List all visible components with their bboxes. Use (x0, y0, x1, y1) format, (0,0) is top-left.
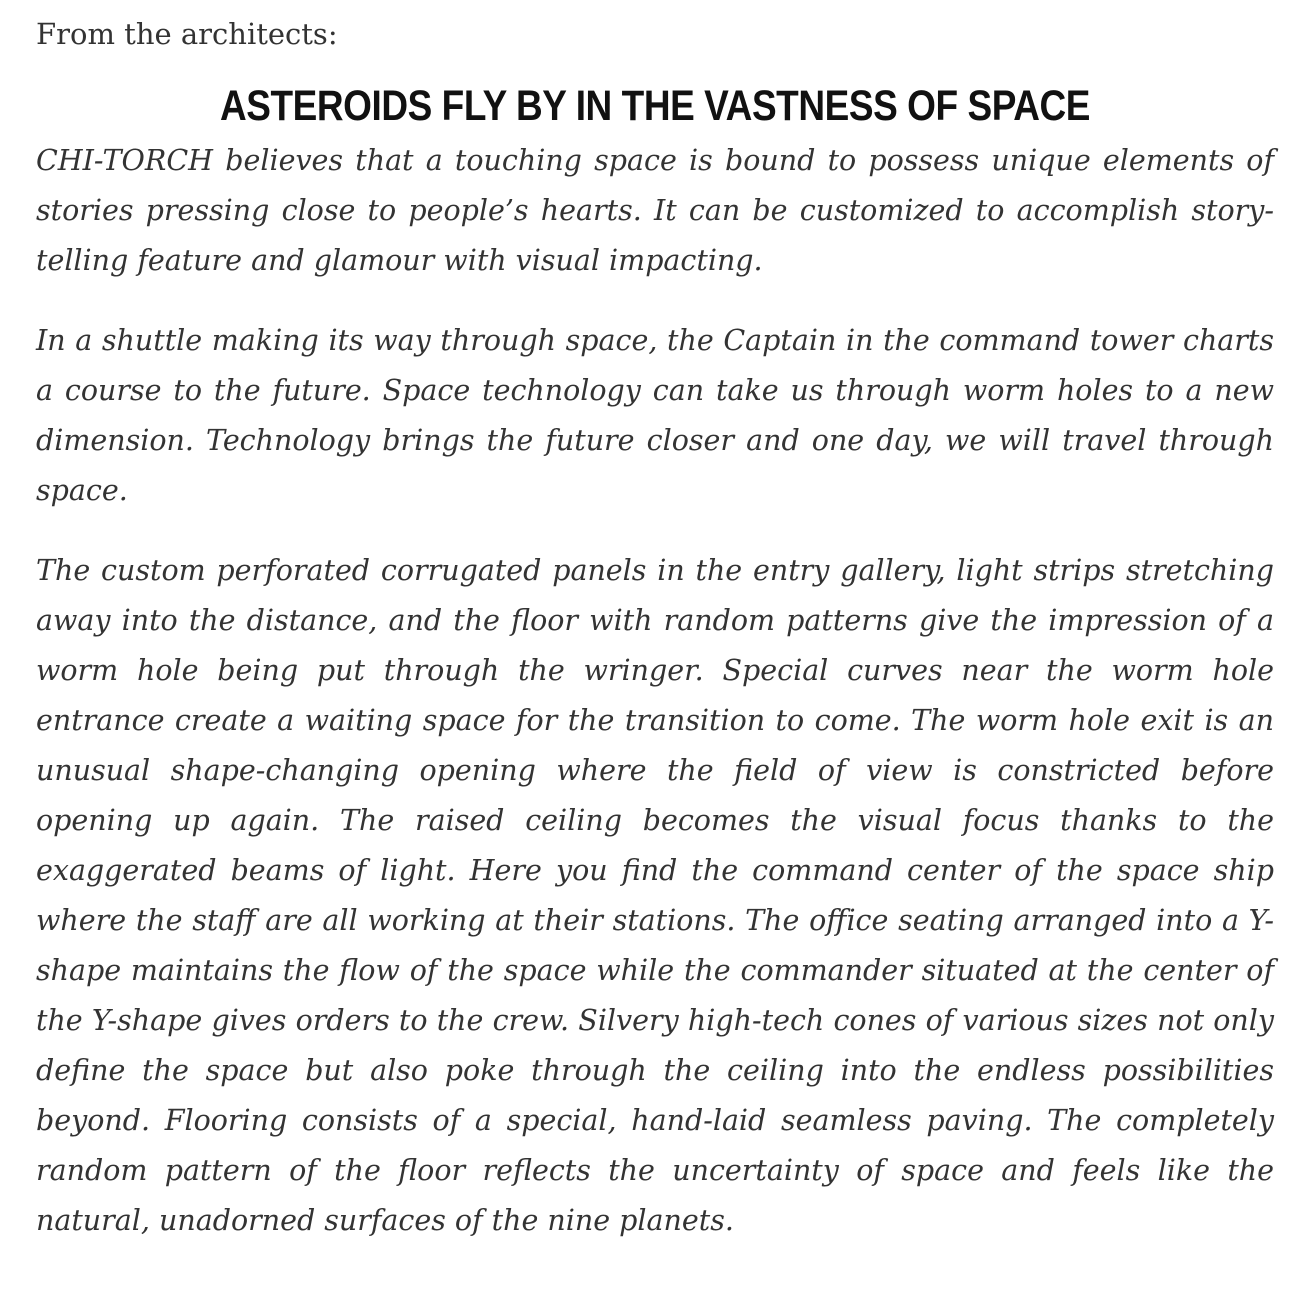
paragraph-2: In a shuttle making its way through space, the Captain in the command tower charts a course to the future. Space technology can take us through worm holes to a new dimension. Technology brings the future closer and one day, we will travel through space. (36, 324, 1274, 507)
paragraph-1: CHI-TORCH believes that a touching space is bound to possess unique elements of stories pressing close to people’s hearts. It can be customized to accomplish story-telling feature and glamour with visual impacting. (36, 144, 1274, 277)
article (36, 0, 1274, 1246)
intro-text: From the architects: (36, 17, 338, 51)
paragraph-3: The custom perforated corrugated panels in the entry gallery, light strips stretching away into the distance, and the floor with random patterns give the impression of a worm hole being put through the wringer. Special curves near the worm hole entrance create a waiting space for the transition to come. The worm hole exit is an unusual shape-changing opening where the field of view is constricted before opening up again. The raised ceiling becomes the visual focus thanks to the exaggerated beams of light. Here you find the command center of the space ship where the staff are all working at their stations. The office seating arranged into a Y-shape maintains the flow of the space while the commander situated at the center of the Y-shape gives orders to the crew. Silvery high-tech cones of various sizes not only define the space but also poke through the ceiling into the endless possibilities beyond. Flooring consists of a special, hand-laid seamless paving. The completely random pattern of the floor reflects the uncertainty of space and feels like the natural, unadorned surfaces of the nine planets. (36, 554, 1274, 1237)
article-headline: ASTEROIDS FLY BY IN THE VASTNESS OF SPACE (219, 82, 1091, 130)
